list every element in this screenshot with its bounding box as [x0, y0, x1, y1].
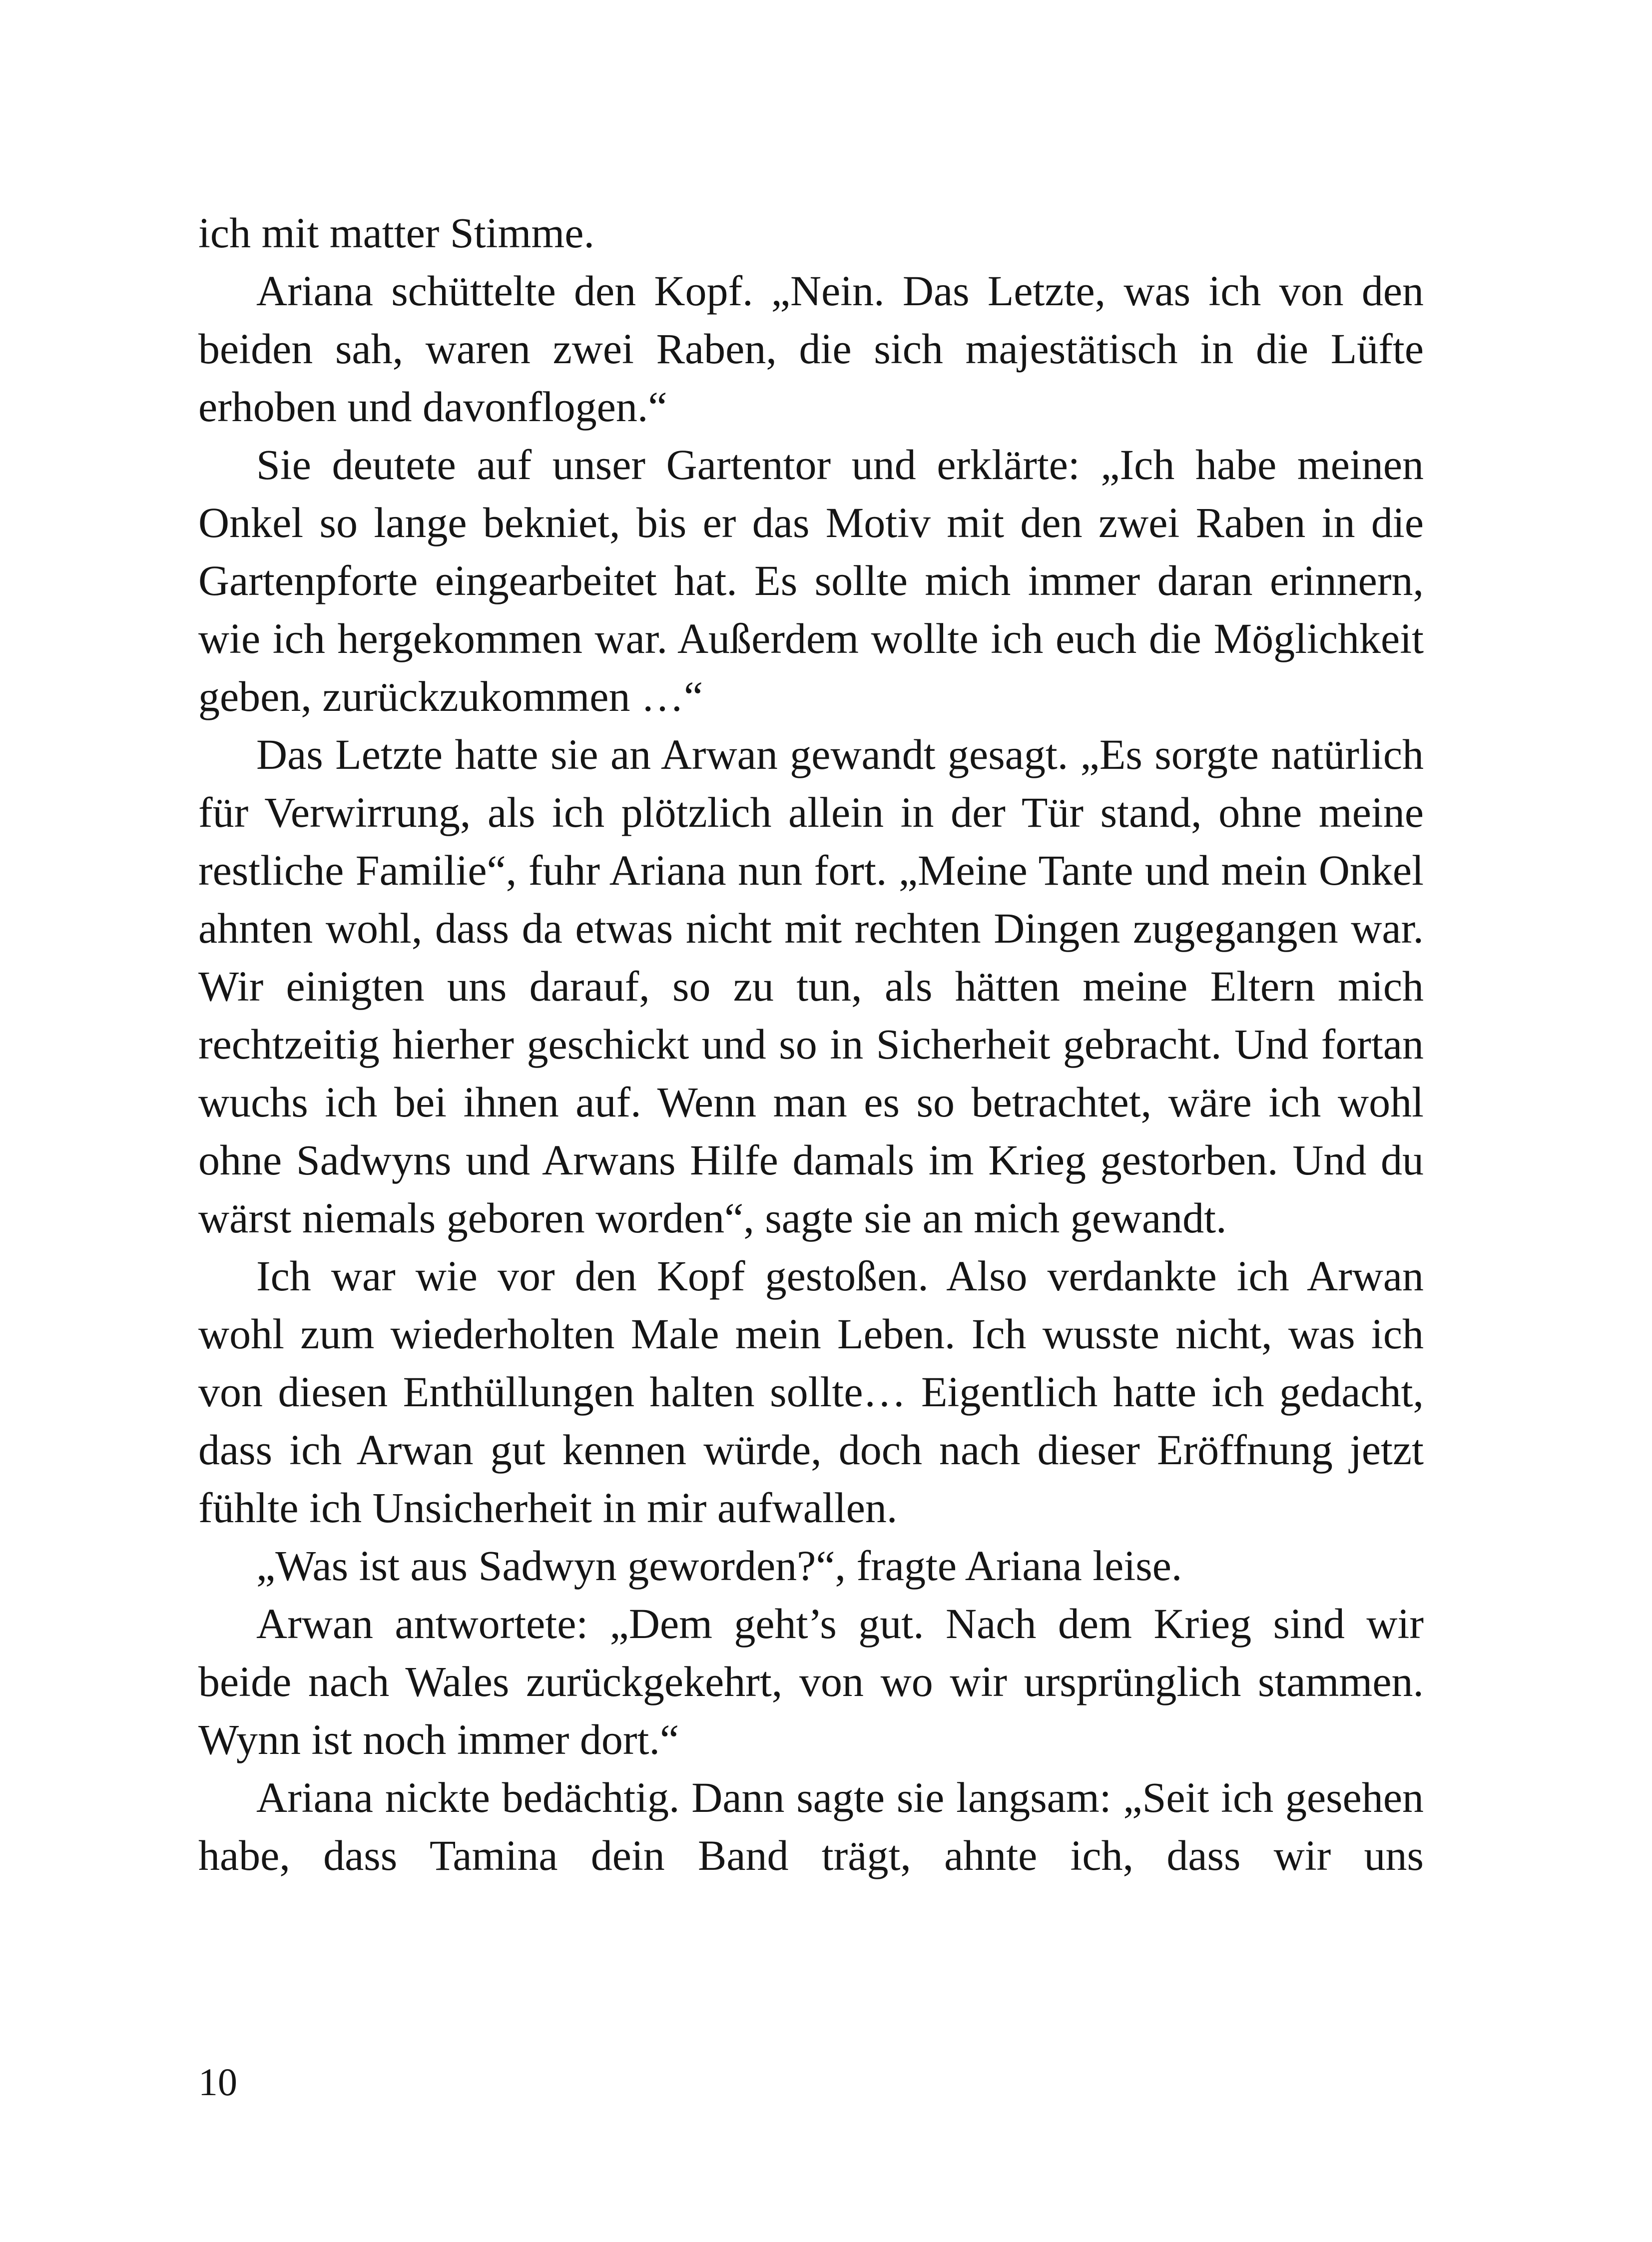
paragraph-3: Sie deutete auf unser Gartentor und erklärte: „Ich habe meinen Onkel so lange bekniet, bis er das Motiv mit den zwei Raben in die Gartenpforte eingearbeitet hat. Es sollte mich immer daran erinnern, wie ich hergekommen war. Außerdem wollte ich euch die Möglichkeit geben, zurückzukommen …“ — [198, 441, 1424, 720]
paragraph-2: Ariana schüttelte den Kopf. „Nein. Das Letzte, was ich von den beiden sah, waren zwei Raben, die sich majestätisch in die Lüfte erhoben und davonflogen.“ — [198, 267, 1424, 431]
page-number: 10 — [198, 2060, 237, 2104]
body-text — [198, 204, 1424, 1884]
paragraph-5: Ich war wie vor den Kopf gestoßen. Also verdankte ich Arwan wohl zum wiederholten Male mein Leben. Ich wusste nicht, was ich von diesen Enthüllungen halten sollte… Eigentlich hatte ich gedacht, dass ich Arwan gut kennen würde, doch nach dieser Eröffnung jetzt fühlte ich Unsicherheit in mir aufwallen. — [198, 1252, 1424, 1532]
paragraph-8: Ariana nickte bedächtig. Dann sagte sie langsam: „Seit ich gesehen habe, dass Tamina dein Band trägt, ahnte ich, dass wir uns — [198, 1773, 1424, 1879]
paragraph-4: Das Letzte hatte sie an Arwan gewandt gesagt. „Es sorgte natürlich für Verwirrung, als ich plötzlich allein in der Tür stand, ohne meine restliche Familie“, fuhr Ariana nun fort. „Meine Tante und mein Onkel ahnten wohl, dass da etwas nicht mit rechten Dingen zugegangen war. Wir einigten uns darauf, so zu tun, als hätten meine Eltern mich rechtzeitig hierher geschickt und so in Sicherheit gebracht. Und fortan wuchs ich bei ihnen auf. Wenn man es so betrachtet, wäre ich wohl ohne Sadwyns und Arwans Hilfe damals im Krieg gestorben. Und du wärst niemals geboren worden“, sagte sie an mich gewandt. — [198, 730, 1424, 1242]
paragraph-1: ich mit matter Stimme. — [198, 209, 594, 257]
paragraph-6: „Was ist aus Sadwyn geworden?“, fragte Ariana leise. — [256, 1542, 1182, 1590]
paragraph-7: Arwan antwortete: „Dem geht’s gut. Nach dem Krieg sind wir beide nach Wales zurückgekehrt, von wo wir ursprünglich stammen. Wynn ist noch immer dort.“ — [198, 1600, 1424, 1763]
